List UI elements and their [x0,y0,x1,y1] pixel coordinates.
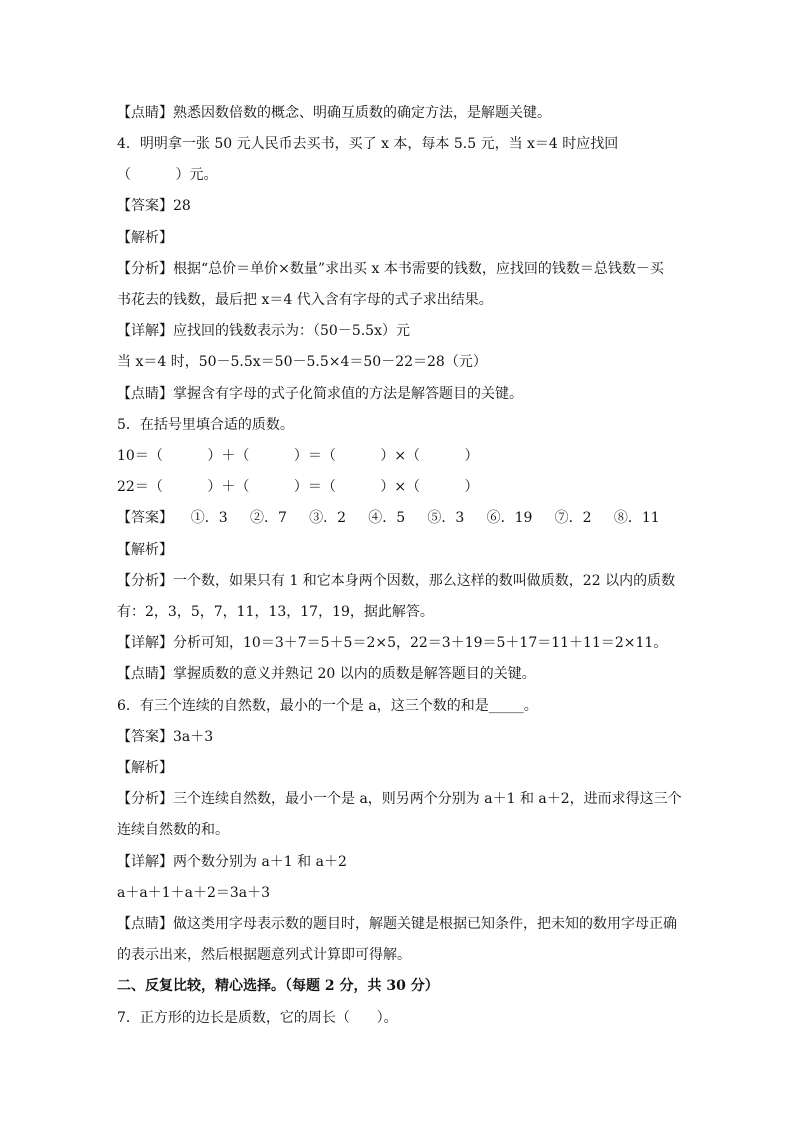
answer-label: 【答案】3a＋3 [117,729,214,745]
text-line: 【点睛】做这类用字母表示数的题目时，解题关键是根据已知条件，把未知的数用字母正确 [117,916,677,932]
answer-label: 【答案】 ①．3 ②．7 ③．2 ④．5 ⑤．3 ⑥．19 ⑦．2 ⑧．11 [117,510,660,526]
text-line: （ ）元。 [117,167,218,183]
text-line: 【分析】三个连续自然数，最小一个是 a，则另两个分别为 a＋1 和 a＋2，进而求得这三个 [117,791,682,807]
text-line: 【点睛】熟悉因数倍数的概念、明确互质数的确定方法，是解题关键。 [117,105,551,121]
text-line: 当 x＝4 时，50－5.5x＝50－5.5×4＝50－22＝28（元） [117,354,487,370]
section-heading: 二、反复比较，精心选择。（每题 2 分，共 30 分） [117,978,439,994]
analysis-label: 【解析】 [117,230,173,246]
text-line: 10＝（ ）＋（ ）＝（ ）×（ ） [117,448,479,464]
analysis-label: 【解析】 [117,760,173,776]
text-line: 【分析】一个数，如果只有 1 和它本身两个因数，那么这样的数叫做质数，22 以内的质数 [117,573,676,589]
question-4: 4．明明拿一张 50 元人民币去买书，买了 x 本，每本 5.5 元，当 x＝4 时应找回 [117,136,619,152]
text-line: 有：2，3，5，7，11，13，17，19，据此解答。 [117,604,434,620]
text-line: 【点睛】掌握质数的意义并熟记 20 以内的质数是解答题目的关键。 [117,666,536,682]
text-line: 【详解】分析可知，10＝3＋7＝5＋5＝2×5，22＝3＋19＝5＋17＝11＋11＝2×11。 [117,635,668,651]
text-line: 【分析】根据“总价＝单价×数量”求出买 x 本书需要的钱数，应找回的钱数＝总钱数－买 [117,261,664,277]
text-line: 22＝（ ）＋（ ）＝（ ）×（ ） [117,479,479,495]
text-line: 【详解】两个数分别为 a＋1 和 a＋2 [117,854,347,870]
text-line: 的表示出来，然后根据题意列式计算即可得解。 [117,947,411,963]
text-line: 【点睛】掌握含有字母的式子化简求值的方法是解答题目的关键。 [117,386,523,402]
question-5: 5．在括号里填合适的质数。 [117,417,294,433]
question-7: 7．正方形的边长是质数，它的周长（ ）。 [117,1010,398,1026]
analysis-label: 【解析】 [117,542,173,558]
question-6: 6．有三个连续的自然数，最小的一个是 a，这三个数的和是_____。 [117,698,538,714]
text-line: 【详解】应找回的钱数表示为：（50－5.5x）元 [117,323,410,339]
text-line: 书花去的钱数，最后把 x＝4 代入含有字母的式子求出结果。 [117,292,493,308]
text-line: a＋a＋1＋a＋2＝3a＋3 [117,885,271,901]
answer-label: 【答案】28 [117,198,191,214]
text-line: 连续自然数的和。 [117,822,229,838]
